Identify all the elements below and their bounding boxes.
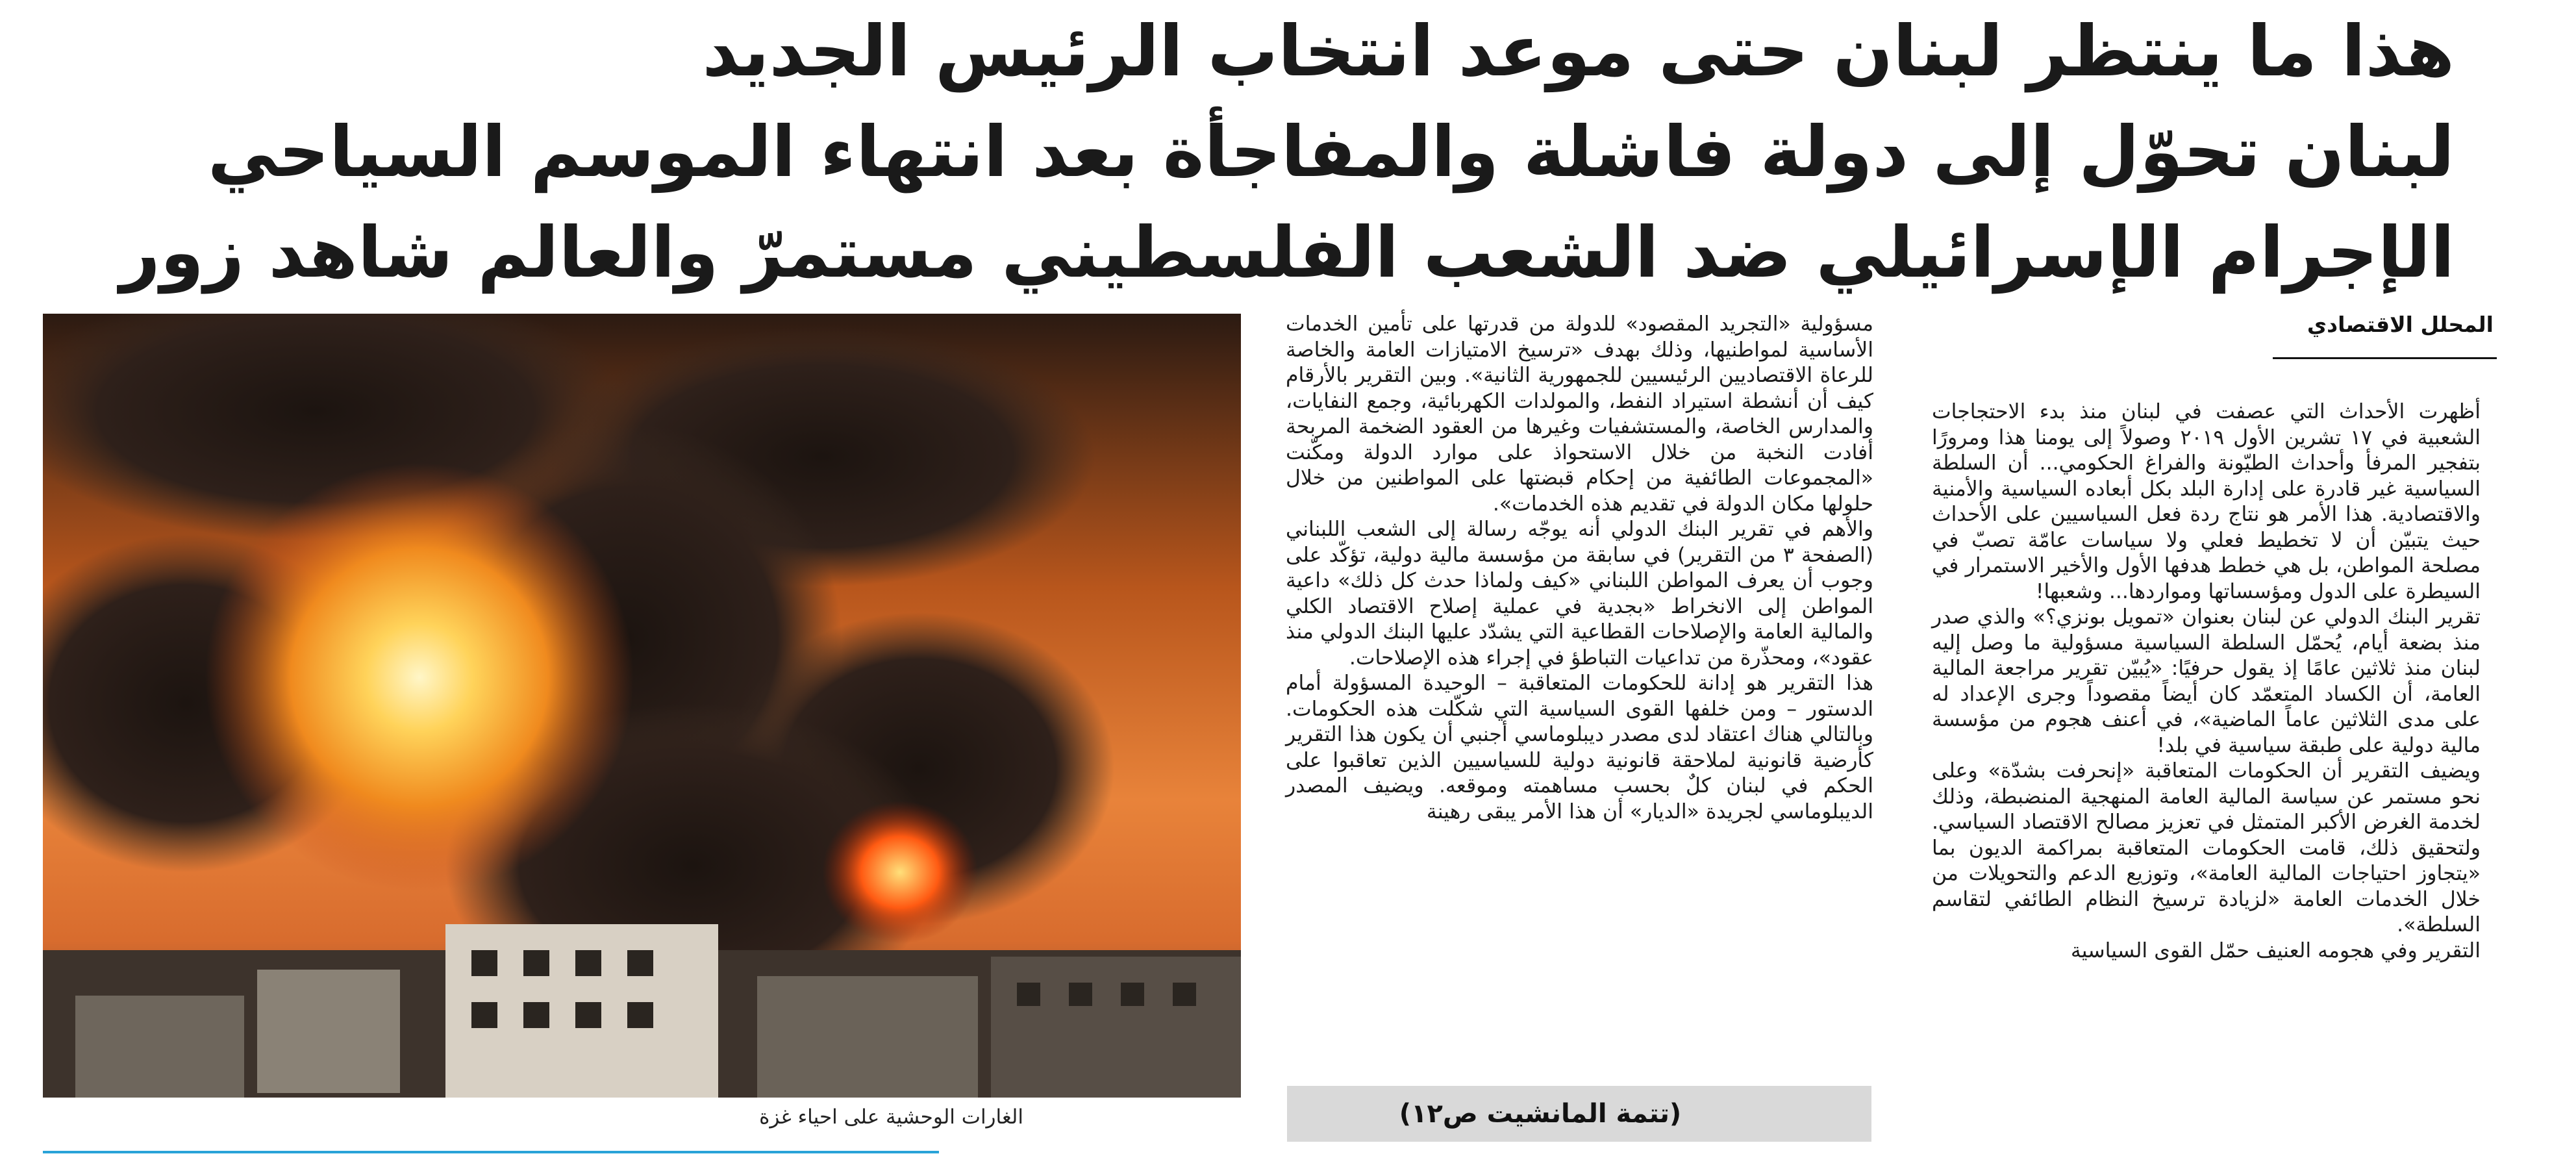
- continuation-note: (تتمة المانشيت ص١٢): [1399, 1099, 1682, 1129]
- headline-secondary: لبنان تحوّل إلى دولة فاشلة والمفاجأة بعد انتهاء الموسم السياحي: [207, 112, 2455, 193]
- paragraph: تقرير البنك الدولي عن لبنان بعنوان «تمويل بونزي؟» والذي صدر منذ بضعة أيام، يُحمّل السلطة السياسية مسؤولية ما وصل إليه لبنان منذ ثلاثين عامًا إذ يقول حرفيًا: «يُبيّن تقرير مراجعة المالية العامة، أن الكساد المتعمّد كان أيضاً مقصوداً وجرى الإعداد له على مدى الثلاثين عاماً الماضية»، في أعنف هجوم من مؤسسة مالية دولية على طبقة سياسية في بلد!: [1932, 605, 2481, 757]
- byline-divider: [2273, 357, 2497, 359]
- headline-primary: هذا ما ينتظر لبنان حتى موعد انتخاب الرئيس الجديد: [702, 11, 2455, 92]
- article-column-middle: [1286, 312, 1873, 825]
- paragraph: التقرير وفي هجومه العنيف حمّل القوى السياسية: [2070, 938, 2481, 962]
- paragraph: مسؤولية «التجريد المقصود» للدولة من قدرتها على تأمين الخدمات الأساسية لمواطنيها، وذلك بهدف «ترسيخ الامتيازات العامة والخاصة للرعاة الاقتصاديين الرئيسيين للجمهورية الثانية». وبين التقرير بالأرقام كيف أن أنشطة استيراد النفط، والمولدات الكهربائية، وجمع النفايات، والمدارس الخاصة، والمستشفيات وغيرها من العقود الضخمة المربحة أفادت النخبة من خلال الاستحواذ على موارد الدولة ومكّنت «المجموعات الطائفية من إحكام قبضتها على المواطنين من خلال حلولها مكان الدولة في تقديم هذه الخدمات».: [1286, 312, 1873, 516]
- paragraph: ويضيف التقرير أن الحكومات المتعاقبة «إنحرفت بشدّة» وعلى نحو مستمر عن سياسة المالية العامة المنهجية المنضبطة، وذلك لخدمة الغرض الأكبر المتمثل في تعزيز مصالح الاقتصاد السياسي. ولتحقيق ذلك، قامت الحكومات المتعاقبة بمراكمة الديون بما «يتجاوز احتياجات المالية العامة»، وتوزيع الدعم والتحويلات من خلال الخدمات العامة «لزيادة ترسيخ النظام الطائفي لتقاسم السلطة».: [1932, 759, 2481, 936]
- headline-tertiary: الإجرام الإسرائيلي ضد الشعب الفلسطيني مستمرّ والعالم شاهد زور: [119, 212, 2455, 294]
- photo-caption: الغارات الوحشية على احياء غزة: [759, 1105, 1023, 1129]
- headline-block: [52, 0, 2455, 305]
- byline: المحلل الاقتصادي: [2307, 312, 2494, 337]
- explosion-photo: [43, 314, 1241, 1098]
- caption-divider: [43, 1151, 939, 1153]
- paragraph: والأهم في تقرير البنك الدولي أنه يوجّه رسالة إلى الشعب اللبناني (الصفحة ٣ من التقرير) في سابقة من مؤسسة مالية دولية، تؤكّد على وجوب أن يعرف المواطن اللبناني «كيف ولماذا حدث كل ذلك» داعية المواطن إلى الانخراط «بجدية في عملية إصلاح الاقتصاد الكلي والمالية العامة والإصلاحات القطاعية التي يشدّد عليها البنك الدولي منذ عقود»، ومحذّرة من تداعيات التباطؤ في إجراء هذه الإصلاحات.: [1286, 518, 1873, 670]
- paragraph: أظهرت الأحداث التي عصفت في لبنان منذ بدء الاحتجاجات الشعبية في ١٧ تشرين الأول ٢٠١٩ وصولاً إلى يومنا هذا ومرورًا بتفجير المرفأ وأحداث الطيّونة والفراغ الحكومي... أن السلطة السياسية غير قادرة على إدارة البلد بكل أبعاده السياسية والأمنية والاقتصادية. هذا الأمر هو نتاج ردة فعل السياسيين على الأحداث حيث يتبيّن أن لا تخطيط فعلي ولا سياسات عامّة تصبّ في مصلحة المواطن، بل هي خطط هدفها الأول والأخير الاستمرار في السيطرة على الدول ومؤسساتها ومواردها... وشعبها!: [1932, 400, 2481, 603]
- paragraph: هذا التقرير هو إدانة للحكومات المتعاقبة – الوحيدة المسؤولة أمام الدستور – ومن خلفها القوى السياسية التي شكّلت هذه الحكومات. وبالتالي هناك اعتقاد لدى مصدر ديبلوماسي أجنبي أن يكون هذا التقرير كأرضية قانونية لملاحقة قانونية دولية للسياسيين الذين تعاقبوا على الحكم في لبنان كلٌ بحسب مساهمته وموقعه. ويضيف المصدر الديبلوماسي لجريدة «الديار» أن هذا الأمر يبقى رهينة: [1286, 672, 1873, 823]
- continuation-box: [1287, 1086, 1871, 1142]
- article-column-right: [1932, 399, 2481, 964]
